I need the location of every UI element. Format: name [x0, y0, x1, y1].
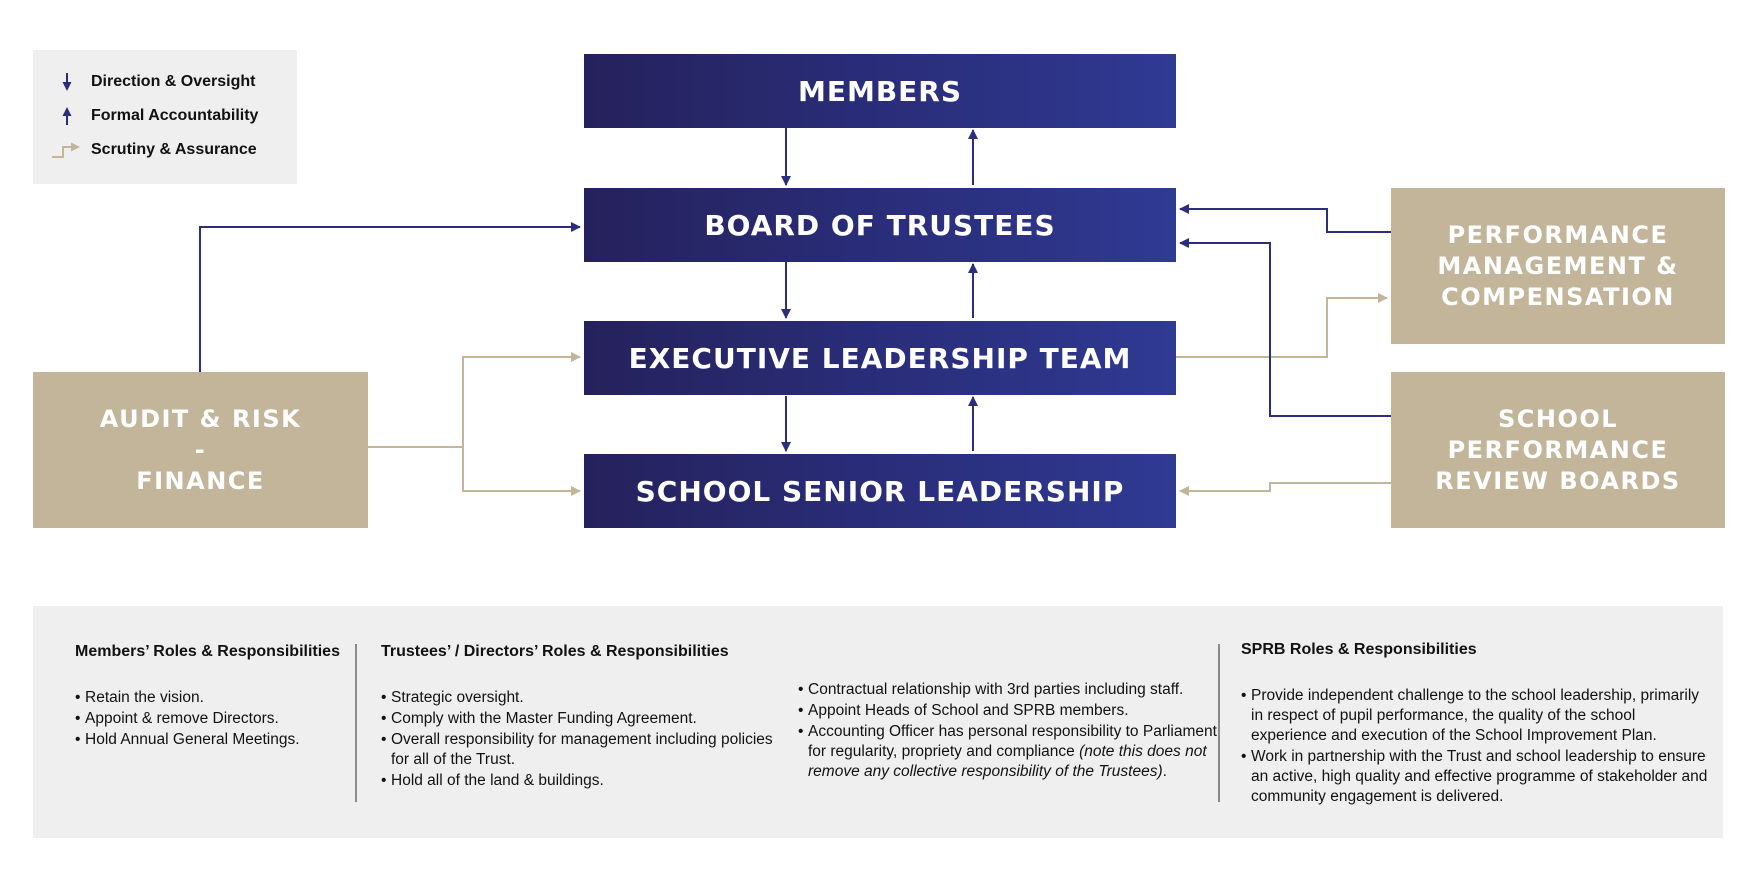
- trustees-roles-title: Trustees’ / Directors’ Roles & Responsibilities: [381, 643, 729, 660]
- list-item: • Overall responsibility for management including policies for all of the Trust.: [381, 730, 791, 770]
- sprb-roles: [1241, 640, 1711, 808]
- audit-line-2: -: [194, 435, 207, 464]
- list-item: • Comply with the Master Funding Agreement.: [381, 709, 791, 729]
- legend-label: Formal Accountability: [91, 107, 259, 124]
- arrow-sprb-to-board: [1180, 243, 1391, 416]
- legend-label: Direction & Oversight: [91, 73, 256, 90]
- trustees-roles-list: [381, 688, 791, 791]
- performance-line-2: MANAGEMENT &: [1437, 251, 1679, 280]
- trustees-roles: [381, 642, 791, 792]
- list-item: • Hold Annual General Meetings.: [75, 730, 345, 750]
- list-item: • Provide independent challenge to the school leadership, primarily in respect of pupil performance, the quality of the school experience and execution of the School Improvement Plan.: [1241, 686, 1711, 746]
- board-label: BOARD OF TRUSTEES: [704, 208, 1056, 242]
- members-roles-title: Members’ Roles & Responsibilities: [75, 643, 340, 660]
- arrow-sprb-to-school: [1180, 483, 1391, 491]
- list-item: • Work in partnership with the Trust and school leadership to ensure an active, high quality and effective programme of stakeholder and community engagement is delivered.: [1241, 747, 1711, 807]
- trustees-roles-continued: [798, 680, 1238, 783]
- list-item: • Retain the vision.: [75, 688, 345, 708]
- divider: [355, 644, 357, 802]
- list-item: • Strategic oversight.: [381, 688, 791, 708]
- list-item: • Hold all of the land & buildings.: [381, 771, 791, 791]
- executive-label: EXECUTIVE LEADERSHIP TEAM: [628, 341, 1132, 375]
- executive-leadership-box: [584, 321, 1176, 395]
- sprb-line-3: REVIEW BOARDS: [1435, 466, 1681, 495]
- roles-panel: [33, 606, 1723, 838]
- members-label: MEMBERS: [797, 74, 963, 108]
- members-box: [584, 54, 1176, 128]
- arrow-audit-to-board: [200, 227, 580, 372]
- divider: [1218, 644, 1220, 802]
- list-item: • Appoint Heads of School and SPRB members.: [798, 701, 1238, 721]
- school-label: SCHOOL SENIOR LEADERSHIP: [635, 474, 1125, 508]
- school-performance-review-boards-box: [1391, 372, 1725, 528]
- arrow-executive-to-performance: [1176, 298, 1387, 357]
- performance-management-box: [1391, 188, 1725, 344]
- trustees-roles-list-2: [798, 680, 1238, 782]
- list-item-accounting-officer: [798, 722, 1238, 782]
- accounting-text: Accounting Officer has personal responsibility to Parliament for regularity, propriety and compliance: [808, 723, 1217, 760]
- members-roles: [75, 642, 345, 751]
- members-roles-list: [75, 688, 345, 750]
- audit-line-1: AUDIT & RISK: [99, 404, 302, 433]
- audit-line-3: FINANCE: [136, 466, 265, 495]
- arrow-performance-to-board: [1180, 209, 1391, 232]
- sprb-roles-title: SPRB Roles & Responsibilities: [1241, 641, 1477, 658]
- list-item: • Appoint & remove Directors.: [75, 709, 345, 729]
- school-senior-leadership-box: [584, 454, 1176, 528]
- arrow-audit-to-executive: [368, 357, 580, 447]
- performance-line-3: COMPENSATION: [1441, 282, 1675, 311]
- board-of-trustees-box: [584, 188, 1176, 262]
- sprb-line-2: PERFORMANCE: [1447, 435, 1669, 464]
- sprb-roles-list: [1241, 686, 1711, 807]
- sprb-line-1: SCHOOL: [1497, 404, 1619, 433]
- legend-label: Scrutiny & Assurance: [91, 141, 257, 158]
- accounting-end: .: [1162, 763, 1167, 780]
- arrow-audit-to-school: [463, 447, 580, 491]
- list-item: • Contractual relationship with 3rd parties including staff.: [798, 680, 1238, 700]
- accounting-note: (note this does not remove any collective responsibility of the Trustees): [808, 743, 1207, 780]
- audit-risk-finance-box: [33, 372, 368, 528]
- performance-line-1: PERFORMANCE: [1447, 220, 1669, 249]
